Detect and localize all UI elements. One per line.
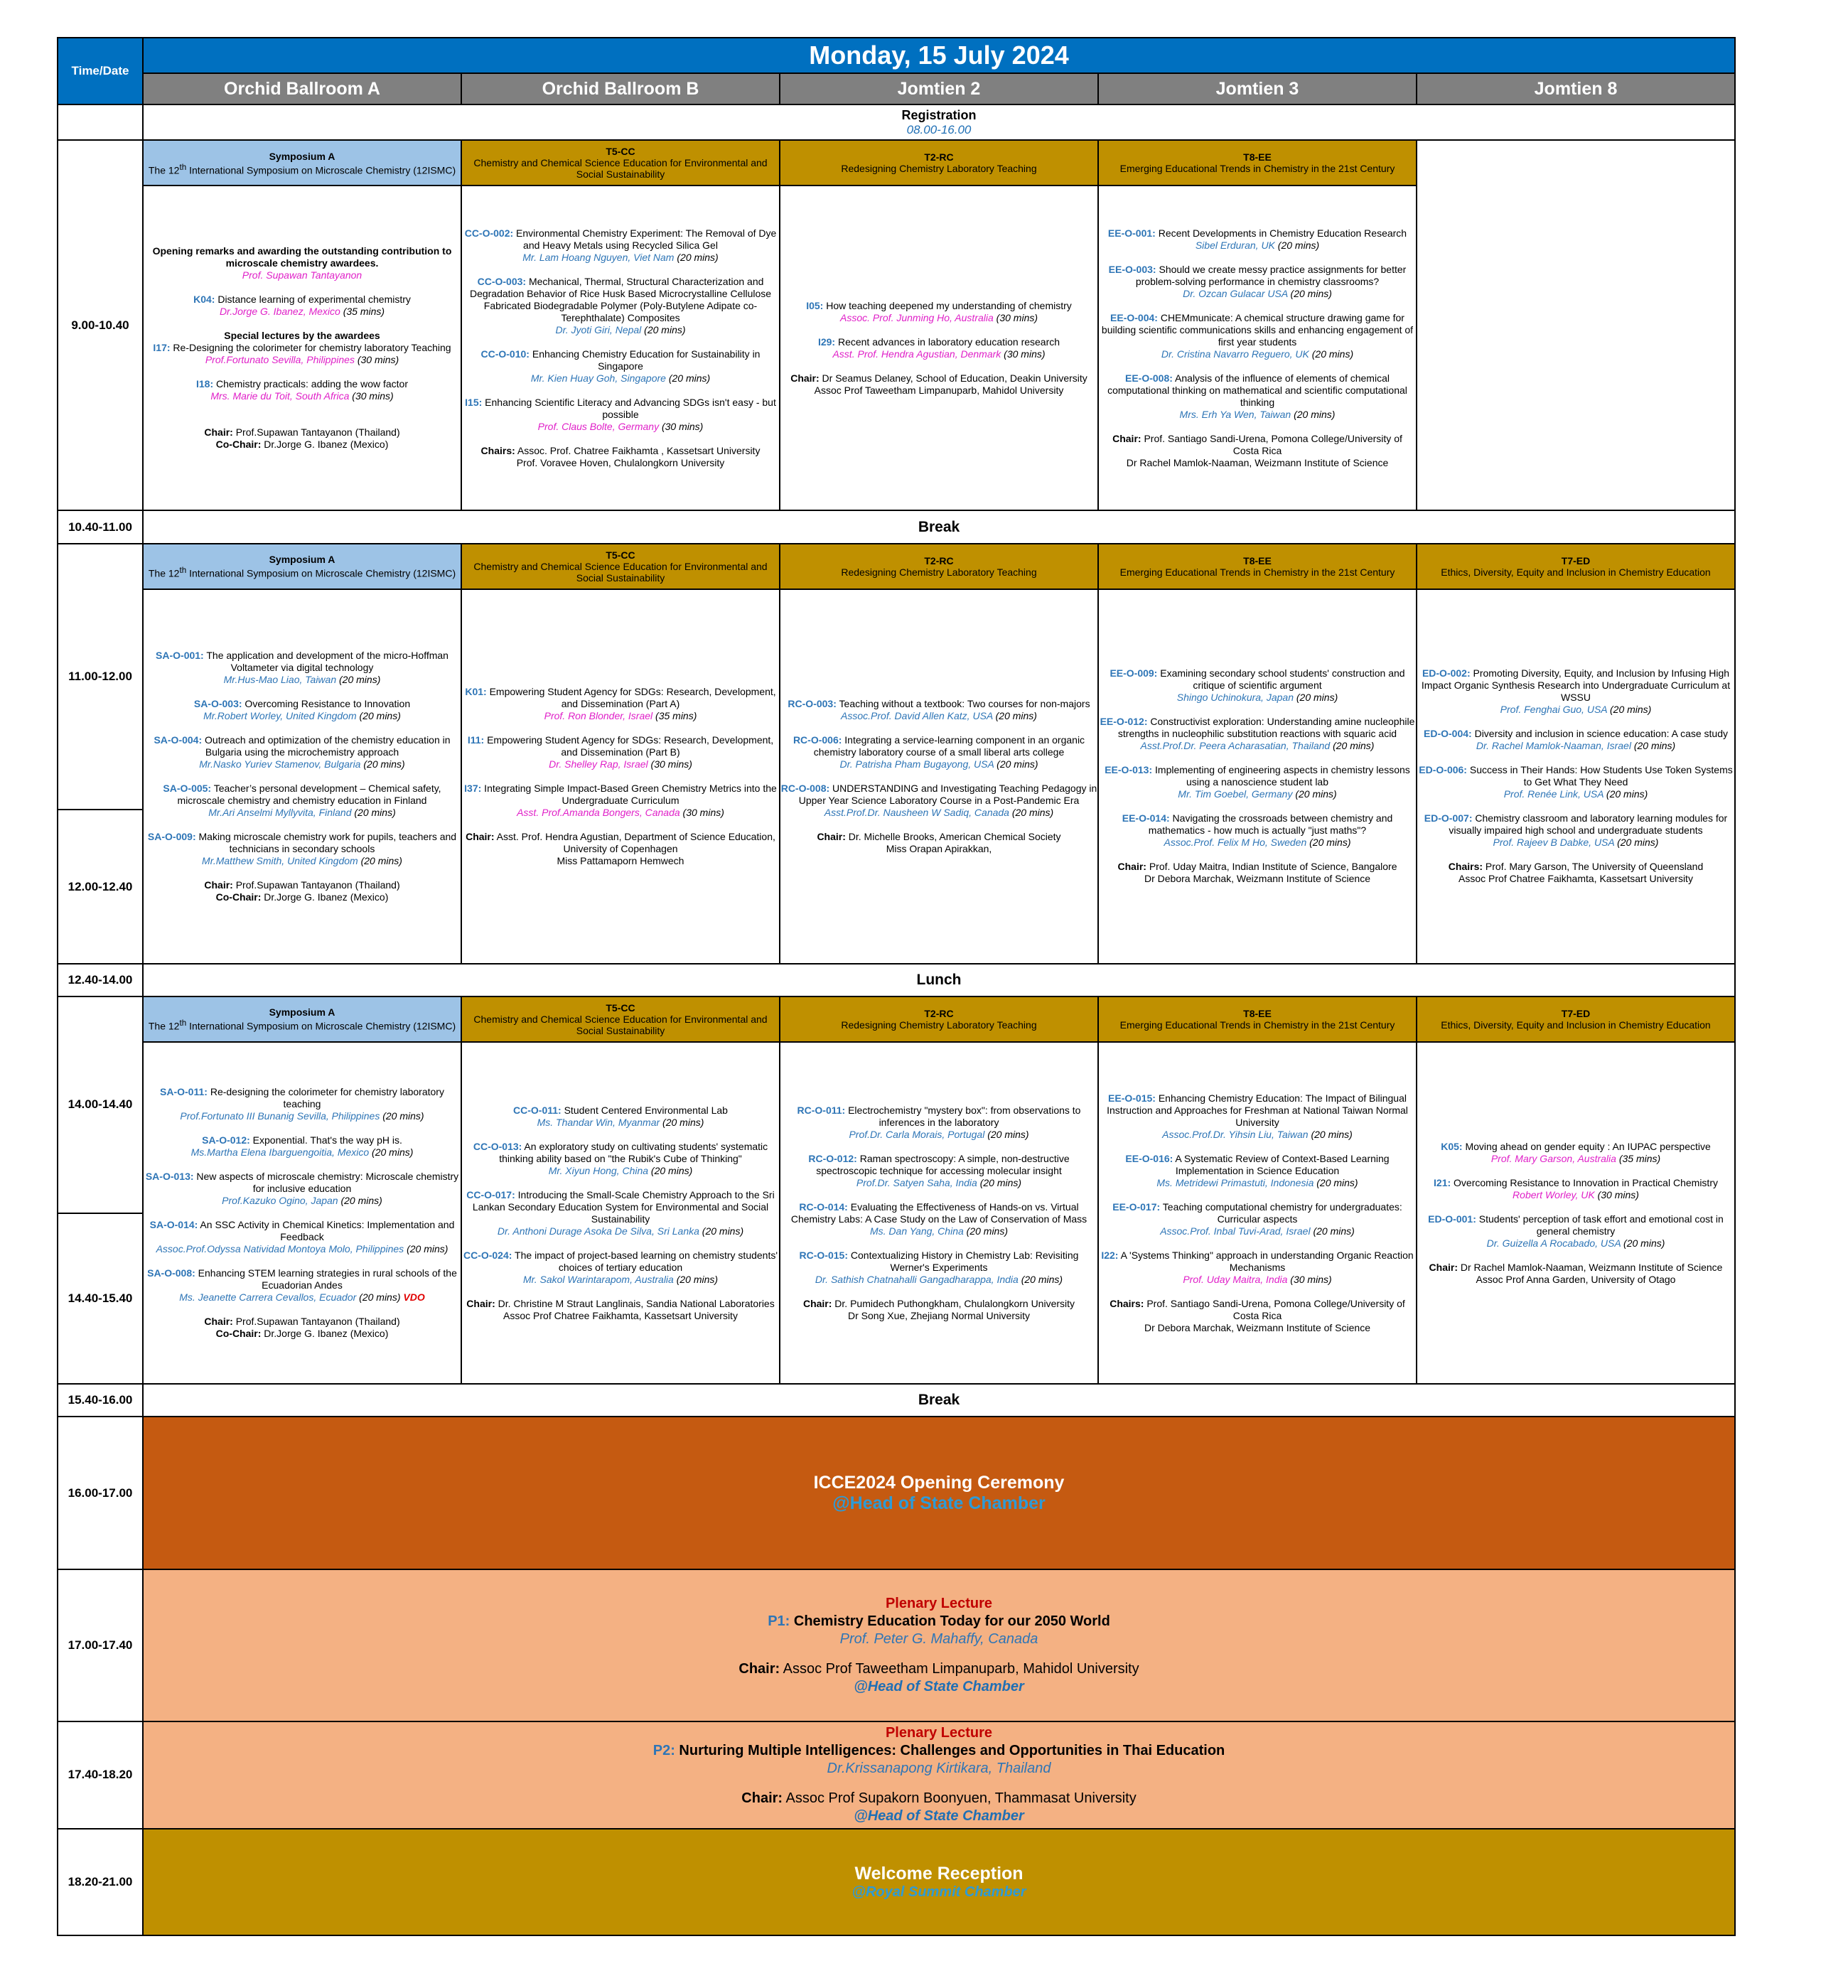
session-item: ED-O-004: Diversity and inclusion in science education: A case study Dr. Rachel Mamlok-Naaman, Israel (20 mins)	[1424, 728, 1728, 752]
track-name: The 12th International Symposium on Microscale Chemistry (12ISMC)	[148, 565, 456, 579]
session-item: CC-O-010: Enhancing Chemistry Education for Sustainability in Singapore Mr. Kien Huay Goh, Singapore (20 mins)	[480, 348, 761, 384]
plenary-label: Plenary Lecture	[885, 1595, 993, 1611]
track-name: Redesigning Chemistry Laboratory Teaching	[841, 163, 1037, 175]
track-code: T5-CC	[606, 1002, 635, 1014]
registration-time: 08.00-16.00	[906, 122, 972, 136]
break-row: Break	[143, 510, 1735, 543]
session-item: SA-O-011: Re-designing the colorimeter for chemistry laboratory teaching Prof.Fortunato III Bunanig Sevilla, Philippines (20 mins)	[160, 1086, 444, 1122]
plenary-chair: Chair: Assoc Prof Taweetham Limpanuparb, Mahidol University	[738, 1660, 1139, 1677]
track-header-sa	[143, 996, 461, 1042]
break-row: Break	[143, 1384, 1735, 1417]
cochair-line: Co-Chair: Dr.Jorge G. Ibanez (Mexico)	[215, 1328, 389, 1340]
track-header-sa	[143, 544, 461, 589]
plenary-talk: P2: Nurturing Multiple Intelligences: Challenges and Opportunities in Thai Education	[652, 1743, 1225, 1759]
cochair-line: Co-Chair: Dr.Jorge G. Ibanez (Mexico)	[215, 439, 389, 451]
time-slot: 12.40-14.00	[58, 964, 143, 996]
registration-time-spacer	[58, 104, 143, 140]
session-item: I05: How teaching deepened my understanding of chemistry Assoc. Prof. Junming Ho, Australia (30 mins)	[806, 299, 1072, 323]
session-item: EE-O-012: Constructivist exploration: Understanding amine nucleophile strengths in nucleophilic substitution reactions with squaric acid Asst.Prof.Dr. Peera Acharasatian, Thailand (20 mins)	[1100, 716, 1415, 752]
plenary-venue: @Head of State Chamber	[854, 1808, 1024, 1825]
schedule-table	[57, 37, 1736, 1936]
session-item: EE-O-004: CHEMmunicate: A chemical structure drawing game for building scientific communications skills and enhancing engagement of first year students Dr. Cristina Navarro Reguero, UK (20 mins)	[1101, 311, 1414, 360]
session-cell	[780, 1042, 1098, 1384]
session-item: RC-O-014: Evaluating the Effectiveness of Hands-on vs. Virtual Chemistry Labs: A Case Study on the Law of Conservation of Mass Ms. Dan Yang, China (20 mins)	[790, 1200, 1087, 1237]
welcome-venue: @Royal Summit Chamber	[852, 1884, 1026, 1900]
session-cell	[461, 1042, 780, 1384]
session-item: EE-O-017: Teaching computational chemistry for undergraduates: Curricular aspects Assoc.Prof. Inbal Tuvi-Arad, Israel (20 mins)	[1112, 1200, 1402, 1237]
track-header-ee	[1098, 996, 1417, 1042]
track-name: Ethics, Diversity, Equity and Inclusion in Chemistry Education	[1441, 1019, 1711, 1031]
track-header-cc	[461, 140, 780, 186]
time-slot: 10.40-11.00	[58, 510, 143, 543]
time-slot: 18.20-21.00	[58, 1829, 143, 1935]
track-header-cc	[461, 544, 780, 589]
chair-line: Chair: Dr Seamus Delaney, School of Education, Deakin University	[790, 372, 1087, 384]
chair-line: Chair: Dr Rachel Mamlok-Naaman, Weizmann Institute of Science	[1429, 1261, 1723, 1273]
session-item: EE-O-016: A Systematic Review of Context-Based Learning Implementation in Science Education Ms. Metridewi Primastuti, Indonesia (20 mins)	[1125, 1152, 1390, 1188]
track-name: Chemistry and Chemical Science Education for Environmental and Social Sustainability	[473, 157, 768, 181]
chair-line: Assoc Prof Taweetham Limpanuparb, Mahidol University	[814, 384, 1064, 396]
chair-line: Dr Rachel Mamlok-Naaman, Weizmann Institute of Science	[1126, 456, 1389, 468]
chair-line: Assoc Prof Chatree Faikhamta, Kassetsart University	[503, 1309, 738, 1321]
session-cell	[780, 186, 1098, 510]
session-item: K04: Distance learning of experimental chemistry Dr.Jorge G. Ibanez, Mexico (35 mins)	[193, 294, 411, 318]
chair-line: Chair: Prof.Supawan Tantayanon (Thailand)	[204, 879, 400, 891]
session-cell	[143, 186, 461, 510]
session-item: EE-O-014: Navigating the crossroads between chemistry and mathematics - how much is actually "just maths"? Assoc.Prof. Felix M Ho, Sweden (20 mins)	[1122, 812, 1393, 849]
session-item: I29: Recent advances in laboratory education research Asst. Prof. Hendra Agustian, Denmark (30 mins)	[817, 335, 1060, 360]
session-cell	[1417, 1042, 1735, 1384]
plenary-speaker: Prof. Peter G. Mahaffy, Canada	[839, 1630, 1038, 1647]
session-item: RC-O-008: UNDERSTANDING and Investigating Teaching Pedagogy in Upper Year Science Laboratory Course in a Post-Pandemic Era Asst.Prof.Dr. Nausheen W Sadiq, Canada (20 mins)	[780, 782, 1097, 818]
session-item: SA-O-013: New aspects of microscale chemistry: Microscale chemistry for inclusive education Prof.Kazuko Ogino, Japan (20 mins)	[145, 1171, 459, 1207]
registration-title: Registration	[901, 107, 977, 122]
track-name: The 12th International Symposium on Microscale Chemistry (12ISMC)	[148, 1019, 456, 1032]
lunch-row: Lunch	[143, 964, 1735, 996]
track-code: Symposium A	[269, 553, 335, 565]
chair-line: Miss Orapan Apirakkan,	[886, 842, 992, 854]
time-slot: 15.40-16.00	[58, 1384, 143, 1417]
track-code: T2-RC	[924, 1008, 954, 1020]
time-date-header: Time/Date	[58, 38, 143, 104]
chair-line: Chair: Dr. Michelle Brooks, American Chemical Society	[817, 830, 1061, 842]
session-item: SA-O-001: The application and development of the micro-Hoffman Voltameter via digital technology Mr.Hus-Mao Liao, Taiwan (20 mins)	[156, 649, 448, 685]
track-name: Chemistry and Chemical Science Education for Environmental and Social Sustainability	[473, 1014, 768, 1037]
time-slot: 11.00-12.00	[58, 544, 143, 810]
session-cell	[461, 186, 780, 510]
track-name: Redesigning Chemistry Laboratory Teaching	[841, 566, 1037, 578]
session-item: I15: Enhancing Scientific Literacy and Advancing SDGs isn't easy - but possible Prof. Claus Bolte, Germany (30 mins)	[465, 396, 776, 432]
chair-line: Dr Debora Marchak, Weizmann Institute of Science	[1144, 1321, 1370, 1333]
session-item: RC-O-003: Teaching without a textbook: Two courses for non-majors Assoc.Prof. David Allen Katz, USA (20 mins)	[788, 697, 1090, 721]
chair-line: Assoc Prof Anna Garden, University of Otago	[1476, 1273, 1676, 1285]
chair-line: Chair: Asst. Prof. Hendra Agustian, Department of Science Education, University of Copenhagen	[466, 830, 775, 854]
track-code: Symposium A	[269, 1006, 335, 1019]
session-item: I11: Empowering Student Agency for SDGs: Research, Development, and Dissemination (Part B) Dr. Shelley Rap, Israel (30 mins)	[467, 734, 774, 770]
session-item: ED-O-007: Chemistry classroom and laboratory learning modules for visually impaired high school and undergraduate students Prof. Rajeev B Dabke, USA (20 mins)	[1424, 812, 1728, 849]
session-item: K01: Empowering Student Agency for SDGs: Research, Development, and Dissemination (Part A) Prof. Ron Blonder, Israel (35 mins)	[465, 685, 776, 721]
track-code: T7-ED	[1561, 554, 1591, 566]
plenary-venue: @Head of State Chamber	[854, 1678, 1024, 1694]
session-item: EE-O-013: Implementing of engineering aspects in chemistry lessons using a nanoscience student lab Mr. Tim Goebel, Germany (20 mins)	[1105, 764, 1410, 800]
room-header: Jomtien 3	[1098, 73, 1417, 104]
empty-cell	[1417, 140, 1735, 510]
session-item: CC-O-024: The impact of project-based learning on chemistry students' choices of tertiary education Mr. Sakol Warintarapom, Australia (20 mins)	[463, 1249, 778, 1285]
chair-line: Chair: Prof. Santiago Sandi-Urena, Pomona College/University of Costa Rica	[1112, 432, 1402, 456]
room-header: Orchid Ballroom B	[461, 73, 780, 104]
time-slot: 14.40-15.40	[58, 1213, 143, 1385]
session-item: RC-O-011: Electrochemistry "mystery box": from observations to inferences in the laboratory Prof.Dr. Carla Morais, Portugal (20 mins)	[797, 1104, 1081, 1140]
session-item: CC-O-002: Environmental Chemistry Experiment: The Removal of Dye and Heavy Metals using Recycled Silica Gel Mr. Lam Hoang Nguyen, Viet Nam (20 mins)	[464, 227, 777, 263]
session-cell	[143, 589, 461, 964]
plenary-label: Plenary Lecture	[885, 1725, 993, 1741]
track-code: T8-EE	[1243, 554, 1272, 566]
session-item: I21: Overcoming Resistance to Innovation in Practical Chemistry Robert Worley, UK (30 mins)	[1434, 1176, 1718, 1200]
track-header-sa	[143, 140, 461, 186]
track-header-cc	[461, 996, 780, 1042]
welcome-title: Welcome Reception	[854, 1863, 1024, 1884]
session-item: I37: Integrating Simple Impact-Based Green Chemistry Metrics into the Undergraduate Curriculum Asst. Prof.Amanda Bongers, Canada (30 mins)	[464, 782, 777, 818]
chair-line: Chairs: Prof. Mary Garson, The University of Queensland	[1448, 861, 1704, 873]
chair-line: Chairs: Prof. Santiago Sandi-Urena, Pomona College/University of Costa Rica	[1110, 1297, 1405, 1321]
track-code: T5-CC	[606, 146, 635, 158]
plenary-lecture-2	[143, 1721, 1735, 1828]
session-item: CC-O-003: Mechanical, Thermal, Structural Characterization and Degradation Behavior of Rice Husk Based Microcrystalline Cellulose Fabricated Biodegradable Polymer (Poly-Butylene Adipate co-Terephthalate) Composites Dr. Jyoti Giri, Nepal (20 mins)	[469, 275, 772, 335]
time-slot: 17.00-17.40	[58, 1569, 143, 1721]
session-item: SA-O-014: An SSC Activity in Chemical Kinetics: Implementation and Feedback Assoc.Prof.Odyssa Natividad Montoya Molo, Philippines (20 mins)	[149, 1219, 455, 1255]
time-slot: 9.00-10.40	[58, 140, 143, 510]
chair-line: Chair: Dr. Christine M Straut Langlinais, Sandia National Laboratories	[466, 1297, 775, 1309]
plenary-lecture-1	[143, 1569, 1735, 1721]
time-slot: 14.00-14.40	[58, 996, 143, 1213]
session-item: EE-O-001: Recent Developments in Chemistry Education Research Sibel Erduran, UK (20 mins)	[1107, 227, 1407, 251]
track-name: Ethics, Diversity, Equity and Inclusion in Chemistry Education	[1441, 566, 1711, 578]
track-header-ee	[1098, 544, 1417, 589]
track-code: T5-CC	[606, 549, 635, 561]
session-cell	[780, 589, 1098, 964]
session-item: EE-O-003: Should we create messy practice assignments for better problem-solving performance in chemistry classrooms? Dr. Ozcan Gulacar USA (20 mins)	[1108, 263, 1407, 299]
welcome-reception	[143, 1829, 1735, 1935]
session-item: K05: Moving ahead on gender equity : An IUPAC perspective Prof. Mary Garson, Australia (35 mins)	[1441, 1140, 1711, 1164]
opening-title: ICCE2024 Opening Ceremony	[813, 1472, 1065, 1493]
session-item: I18: Chemistry practicals: adding the wow factor Mrs. Marie du Toit, South Africa (30 mins)	[195, 378, 408, 402]
chair-line: Chair: Prof.Supawan Tantayanon (Thailand)	[204, 1316, 400, 1328]
session-cell	[143, 1042, 461, 1384]
plenary-talk: P1: Chemistry Education Today for our 2050 World	[768, 1613, 1110, 1629]
opening-venue: @Head of State Chamber	[832, 1493, 1046, 1513]
track-header-ee	[1098, 140, 1417, 186]
session-item: Opening remarks and awarding the outstanding contribution to microscale chemistry awardees. Prof. Supawan Tantayanon	[152, 245, 452, 281]
chair-line: Miss Pattamaporn Hemwech	[557, 854, 684, 866]
track-code: Symposium A	[269, 150, 335, 162]
day-title: Monday, 15 July 2024	[143, 38, 1735, 73]
session-item: SA-O-004: Outreach and optimization of the chemistry education in Bulgaria using the microchemistry approach Mr.Nasko Yuriev Stamenov, Bulgaria (20 mins)	[154, 734, 451, 770]
track-name: The 12th International Symposium on Microscale Chemistry (12ISMC)	[148, 162, 456, 176]
session-item: EE-O-009: Examining secondary school students' construction and critique of scientific argument Shingo Uchinokura, Japan (20 mins)	[1110, 667, 1405, 704]
time-slot: 16.00-17.00	[58, 1417, 143, 1569]
session-cell	[1098, 186, 1417, 510]
session-cell	[461, 589, 780, 964]
room-header: Jomtien 8	[1417, 73, 1735, 104]
track-header-rc	[780, 544, 1098, 589]
track-name: Redesigning Chemistry Laboratory Teaching	[841, 1019, 1037, 1031]
special-lectures-label: Special lectures by the awardees	[224, 330, 380, 342]
session-item: SA-O-008: Enhancing STEM learning strategies in rural schools of the Ecuadorian Andes Ms. Jeanette Carrera Cevallos, Ecuador (20 mins) VDO	[147, 1267, 457, 1304]
plenary-chair: Chair: Assoc Prof Supakorn Boonyuen, Thammasat University	[741, 1790, 1137, 1807]
track-name: Emerging Educational Trends in Chemistry in the 21st Century	[1119, 566, 1395, 578]
session-cell	[1098, 589, 1417, 964]
session-item: ED-O-001: Students' perception of task effort and emotional cost in general chemistry Dr. Guizella A Rocabado, USA (20 mins)	[1428, 1213, 1724, 1249]
track-header-ed	[1417, 544, 1735, 589]
room-header: Orchid Ballroom A	[143, 73, 461, 104]
session-item: ED-O-006: Success in Their Hands: How Students Use Token Systems to Get What They Need Prof. Renée Link, USA (20 mins)	[1419, 764, 1733, 800]
session-item: CC-O-017: Introducing the Small-Scale Chemistry Approach to the Sri Lankan Secondary Education System for Environmental and Social Sustainability Dr. Anthoni Durage Asoka De Silva, Sri Lanka (20 mins)	[466, 1188, 775, 1237]
track-code: T8-EE	[1243, 1008, 1272, 1020]
chair-line: Chair: Dr. Pumidech Puthongkham, Chulalongkorn University	[802, 1297, 1075, 1309]
track-code: T8-EE	[1243, 151, 1272, 163]
cochair-line: Co-Chair: Dr.Jorge G. Ibanez (Mexico)	[215, 891, 389, 903]
chair-line: Chair: Prof. Uday Maitra, Indian Institute of Science, Bangalore	[1117, 861, 1397, 873]
session-cell	[1098, 1042, 1417, 1384]
chair-line: Dr Song Xue, Zhejiang Normal University	[848, 1309, 1030, 1321]
track-name: Emerging Educational Trends in Chemistry in the 21st Century	[1119, 163, 1395, 175]
opening-ceremony	[143, 1417, 1735, 1569]
session-item: EE-O-008: Analysis of the influence of elements of chemical computational thinking on mathematical and scientific computational thinking Mrs. Erh Ya Wen, Taiwan (20 mins)	[1107, 372, 1407, 420]
session-item: SA-O-012: Exponential. That's the way pH is. Ms.Martha Elena Ibarguengoitia, Mexico (20 mins)	[190, 1134, 414, 1159]
session-cell	[1417, 589, 1735, 964]
session-item: ED-O-002: Promoting Diversity, Equity, and Inclusion by Infusing High Impact Organic Synthesis Research into Undergraduate Curriculum at WSSU Prof. Fenghai Guo, USA (20 mins)	[1421, 667, 1731, 716]
track-name: Chemistry and Chemical Science Education for Environmental and Social Sustainability	[473, 560, 768, 584]
session-item: I17: Re-Designing the colorimeter for chemistry laboratory Teaching Prof.Fortunato Sevilla, Philippines (30 mins)	[153, 342, 451, 366]
chair-line: Prof. Voravee Hoven, Chulalongkorn University	[516, 456, 725, 468]
session-item: EE-O-015: Enhancing Chemistry Education: The Impact of Bilingual Instruction and Approaches for Freshman at National Taiwan Normal University Assoc.Prof.Dr. Yihsin Liu, Taiwan (20 mins)	[1107, 1092, 1408, 1140]
registration	[143, 104, 1735, 140]
vdo-badge: VDO	[403, 1291, 425, 1304]
track-header-rc	[780, 140, 1098, 186]
track-header-rc	[780, 996, 1098, 1042]
chair-line: Chairs: Assoc. Prof. Chatree Faikhamta , Kassetsart University	[480, 444, 761, 456]
plenary-speaker: Dr.Krissanapong Kirtikara, Thailand	[827, 1761, 1051, 1777]
session-item: SA-O-005: Teacher’s personal development – Chemical safety, microscale chemistry and chemistry education in Finland Mr.Ari Anselmi Myllyvita, Finland (20 mins)	[163, 782, 441, 818]
chair-line: Chair: Prof.Supawan Tantayanon (Thailand)	[204, 426, 400, 439]
session-item: RC-O-012: Raman spectroscopy: A simple, non-destructive spectroscopic technique for accessing molecular insight Prof.Dr. Satyen Saha, India (20 mins)	[808, 1152, 1070, 1188]
chair-line: Assoc Prof Chatree Faikhamta, Kassetsart University	[1458, 873, 1693, 885]
session-item: CC-O-011: Student Centered Environmental Lab Ms. Thandar Win, Myanmar (20 mins)	[513, 1104, 728, 1128]
session-item: RC-O-015: Contextualizing History in Chemistry Lab: Revisiting Werner's Experiments Dr. Sathish Chatnahalli Gangadharappa, India (20 mins)	[799, 1249, 1079, 1285]
track-code: T2-RC	[924, 554, 954, 566]
track-name: Emerging Educational Trends in Chemistry in the 21st Century	[1119, 1019, 1395, 1031]
session-item: RC-O-006: Integrating a service-learning component in an organic chemistry laboratory course of a small liberal arts college Dr. Patrisha Pham Bugayong, USA (20 mins)	[793, 734, 1085, 770]
session-item: SA-O-009: Making microscale chemistry work for pupils, teachers and technicians in secondary schools Mr.Matthew Smith, United Kingdom (20 mins)	[147, 830, 457, 866]
time-slot: 12.00-12.40	[58, 810, 143, 963]
track-header-ed	[1417, 996, 1735, 1042]
chair-line: Dr Debora Marchak, Weizmann Institute of Science	[1144, 873, 1370, 885]
time-slot: 17.40-18.20	[58, 1721, 143, 1828]
room-header: Jomtien 2	[780, 73, 1098, 104]
track-code: T7-ED	[1561, 1008, 1591, 1020]
session-item: SA-O-003: Overcoming Resistance to Innovation Mr.Robert Worley, United Kingdom (20 mins)	[193, 697, 411, 721]
session-item: CC-O-013: An exploratory study on cultivating students' systematic thinking ability based on "the Rubik's Cube of Thinking" Mr. Xiyun Hong, China (20 mins)	[473, 1140, 768, 1176]
track-code: T2-RC	[924, 151, 954, 163]
session-item: I22: A 'Systems Thinking" approach in understanding Organic Reaction Mechanisms Prof. Uday Maitra, India (30 mins)	[1101, 1249, 1414, 1285]
